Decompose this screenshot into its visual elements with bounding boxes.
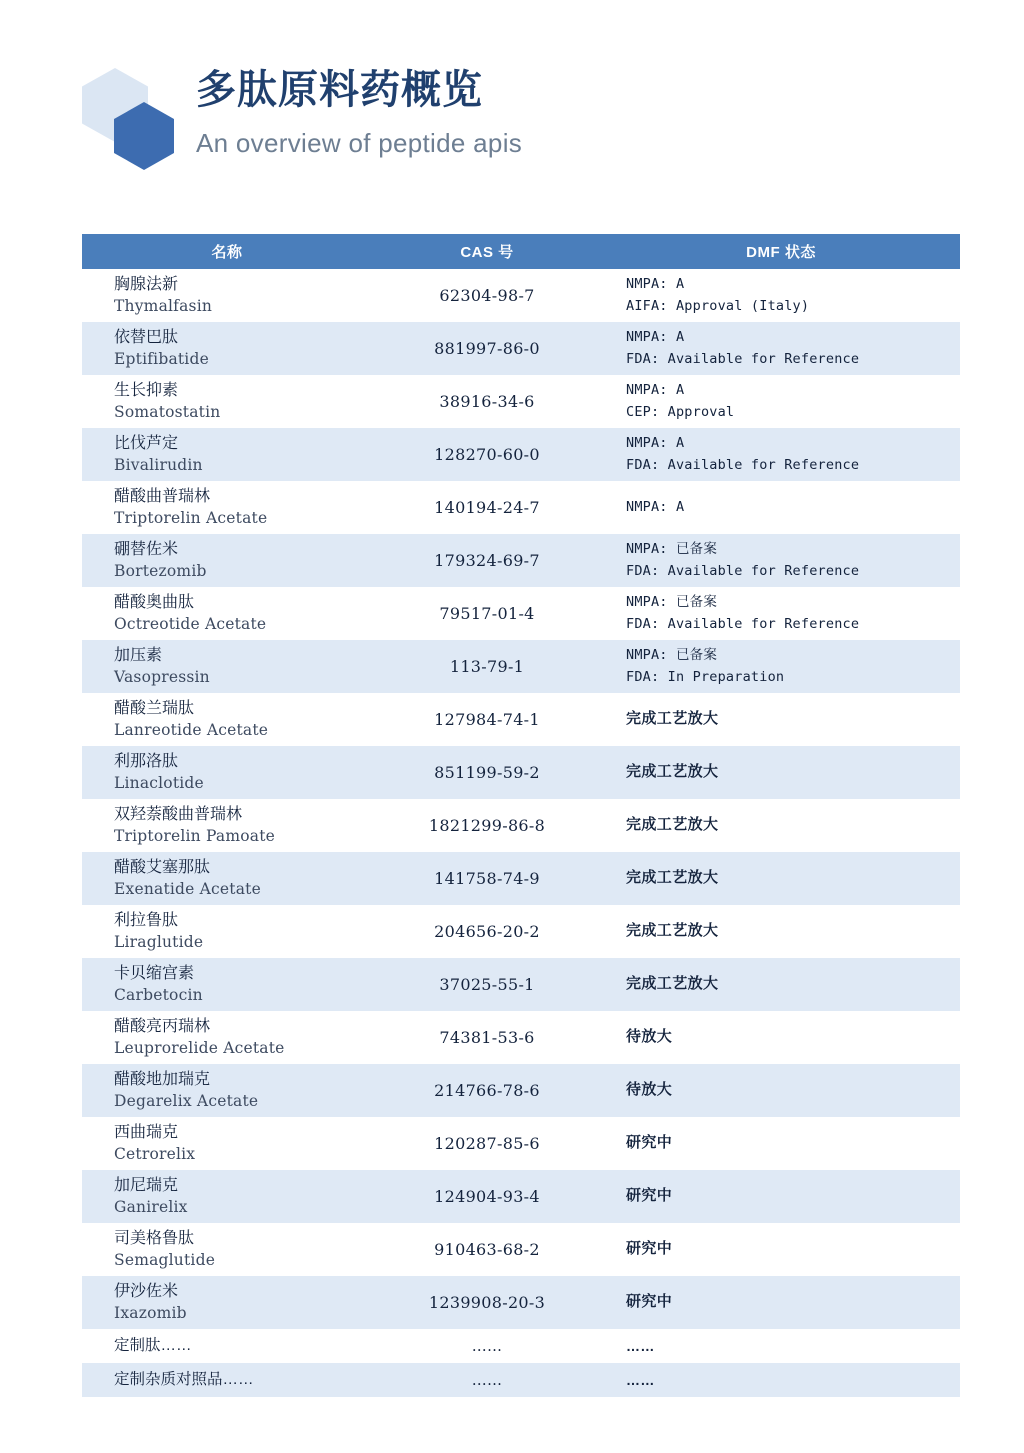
dmf-status-line: NMPA: 已备案 <box>626 593 718 610</box>
name-english: Eptifibatide <box>114 349 209 368</box>
cell-dmf-status <box>602 1170 960 1223</box>
dmf-status-line: AIFA: Approval (Italy) <box>626 297 810 314</box>
name-english: Vasopressin <box>114 667 210 686</box>
cell-cas-number: 62304-98-7 <box>439 286 535 305</box>
cell-dmf-status <box>602 269 960 322</box>
dmf-status-line: 完成工艺放大 <box>626 869 719 887</box>
name-chinese: 依替巴肽 <box>114 329 179 347</box>
cell-cas-number: 881997-86-0 <box>434 339 540 358</box>
name-english: Ixazomib <box>114 1303 187 1322</box>
dmf-status-line: NMPA: A <box>626 275 685 292</box>
cell-dmf-status <box>602 1276 960 1329</box>
table-row <box>82 587 960 640</box>
name-chinese: 西曲瑞克 <box>114 1124 179 1142</box>
table-row <box>82 852 960 905</box>
cell-cas-number: 37025-55-1 <box>439 975 535 994</box>
cell-name <box>82 1064 372 1117</box>
cell-cas-number: 128270-60-0 <box>434 445 540 464</box>
cell-dmf-status <box>602 322 960 375</box>
name-english: Exenatide Acetate <box>114 879 261 898</box>
cell-dmf-status <box>602 1363 960 1397</box>
cell-dmf-status <box>602 1223 960 1276</box>
cell-name <box>82 1276 372 1329</box>
dmf-status-line: FDA: Available for Reference <box>626 615 860 632</box>
page-subtitle: An overview of peptide apis <box>196 128 523 158</box>
table-row <box>82 375 960 428</box>
name-english: Bortezomib <box>114 561 207 580</box>
cell-name <box>82 640 372 693</box>
cell-dmf-status <box>602 481 960 534</box>
table-row <box>82 1011 960 1064</box>
dmf-status-line: CEP: Approval <box>626 403 735 420</box>
name-english: Ganirelix <box>114 1197 188 1216</box>
name-chinese: 醋酸地加瑞克 <box>114 1071 211 1089</box>
cell-cas-number: 120287-85-6 <box>434 1134 540 1153</box>
name-english: Octreotide Acetate <box>114 614 267 633</box>
column-header-name: 名称 <box>82 234 372 269</box>
table-row <box>82 534 960 587</box>
name-english: Thymalfasin <box>114 296 213 315</box>
name-chinese: 醋酸奥曲肽 <box>114 594 195 612</box>
dmf-status-line: FDA: Available for Reference <box>626 562 860 579</box>
name-english: Triptorelin Acetate <box>114 508 268 527</box>
cell-cas-number: 179324-69-7 <box>434 551 540 570</box>
cell-dmf-status <box>602 587 960 640</box>
cell-cas-number: 124904-93-4 <box>434 1187 540 1206</box>
dmf-status-line: 完成工艺放大 <box>626 763 719 781</box>
cell-cas-number: 38916-34-6 <box>439 392 535 411</box>
name-english: Degarelix Acetate <box>114 1091 259 1110</box>
cell-cas-number: 74381-53-6 <box>439 1028 535 1047</box>
dmf-status-line: FDA: In Preparation <box>626 668 785 685</box>
logo-hexagons <box>82 62 202 182</box>
cell-name <box>82 746 372 799</box>
table-row <box>82 693 960 746</box>
name-chinese: 醋酸亮丙瑞林 <box>114 1018 211 1036</box>
cell-name <box>82 428 372 481</box>
cell-name <box>82 905 372 958</box>
name-english: Semaglutide <box>114 1250 216 1269</box>
name-chinese: 定制肽…… <box>114 1336 192 1354</box>
cell-dmf-status <box>602 799 960 852</box>
cell-dmf-status <box>602 428 960 481</box>
cell-name <box>82 1363 372 1397</box>
cell-dmf-status <box>602 1011 960 1064</box>
name-english: Triptorelin Pamoate <box>114 826 276 845</box>
cell-name <box>82 534 372 587</box>
name-chinese: 卡贝缩宫素 <box>114 965 195 983</box>
name-chinese: 生长抑素 <box>114 382 179 400</box>
cell-cas-number: …… <box>471 1337 503 1355</box>
table-row <box>82 905 960 958</box>
cell-name <box>82 375 372 428</box>
table-row <box>82 799 960 852</box>
name-english: Bivalirudin <box>114 455 203 474</box>
cell-cas-number: 140194-24-7 <box>434 498 540 517</box>
table-header-row <box>82 234 960 269</box>
name-chinese: 胸腺法新 <box>114 276 179 294</box>
name-chinese: 加压素 <box>114 647 163 665</box>
cell-cas-number: 79517-01-4 <box>439 604 535 623</box>
cell-dmf-status <box>602 1329 960 1363</box>
dmf-status-line: 完成工艺放大 <box>626 922 719 940</box>
dmf-status-line: NMPA: A <box>626 498 685 515</box>
name-chinese: 利那洛肽 <box>114 753 179 771</box>
name-chinese: 司美格鲁肽 <box>114 1230 195 1248</box>
dmf-status-line: 研究中 <box>626 1187 673 1205</box>
table-head <box>82 234 960 269</box>
table-row <box>82 1276 960 1329</box>
cell-cas-number: 141758-74-9 <box>434 869 540 888</box>
name-english: Carbetocin <box>114 985 203 1004</box>
table-row <box>82 1117 960 1170</box>
name-chinese: 伊沙佐米 <box>114 1283 179 1301</box>
name-chinese: 加尼瑞克 <box>114 1177 179 1195</box>
page-header <box>0 48 1024 188</box>
dmf-status-line: NMPA: A <box>626 381 685 398</box>
cell-cas-number: 113-79-1 <box>449 657 525 676</box>
cell-name <box>82 852 372 905</box>
table-row <box>82 1223 960 1276</box>
name-chinese: 醋酸曲普瑞林 <box>114 488 211 506</box>
name-chinese: 双羟萘酸曲普瑞林 <box>114 806 243 824</box>
name-chinese: 醋酸兰瑞肽 <box>114 700 195 718</box>
title-block <box>196 66 522 159</box>
cell-dmf-status <box>602 534 960 587</box>
cell-name <box>82 693 372 746</box>
peptide-api-table <box>82 234 960 1397</box>
cell-name <box>82 269 372 322</box>
dmf-status-line: FDA: Available for Reference <box>626 456 860 473</box>
dmf-status-line: NMPA: 已备案 <box>626 540 718 557</box>
dmf-status-line: 研究中 <box>626 1240 673 1258</box>
dmf-status-line: 研究中 <box>626 1293 673 1311</box>
cell-cas-number: 851199-59-2 <box>434 763 540 782</box>
name-chinese: 比伐芦定 <box>114 435 179 453</box>
column-header-cas: CAS 号 <box>372 234 602 269</box>
name-english: Cetrorelix <box>114 1144 196 1163</box>
cell-name <box>82 587 372 640</box>
cell-name <box>82 1011 372 1064</box>
dmf-status-line: NMPA: A <box>626 434 685 451</box>
cell-cas-number: 204656-20-2 <box>434 922 540 941</box>
name-english: Leuprorelide Acetate <box>114 1038 285 1057</box>
dmf-status-line: 研究中 <box>626 1134 673 1152</box>
column-header-dmf: DMF 状态 <box>602 234 960 269</box>
table-row <box>82 322 960 375</box>
table-row <box>82 1363 960 1397</box>
cell-cas-number: 214766-78-6 <box>434 1081 540 1100</box>
cell-cas-number: 1821299-86-8 <box>428 816 546 835</box>
table-row <box>82 428 960 481</box>
table-row <box>82 1170 960 1223</box>
dmf-status-line: NMPA: 已备案 <box>626 646 718 663</box>
dmf-status-line: …… <box>626 1337 655 1354</box>
cell-name <box>82 958 372 1011</box>
dmf-status-line: 待放大 <box>626 1081 673 1099</box>
cell-cas-number: 127984-74-1 <box>434 710 540 729</box>
table-row <box>82 958 960 1011</box>
table-row <box>82 746 960 799</box>
cell-cas-number: 1239908-20-3 <box>428 1293 546 1312</box>
cell-cas-number: …… <box>471 1371 503 1389</box>
cell-name <box>82 1223 372 1276</box>
cell-name <box>82 1117 372 1170</box>
cell-dmf-status <box>602 958 960 1011</box>
dmf-status-line: 完成工艺放大 <box>626 975 719 993</box>
cell-dmf-status <box>602 852 960 905</box>
cell-name <box>82 322 372 375</box>
name-english: Somatostatin <box>114 402 221 421</box>
cell-name <box>82 799 372 852</box>
cell-dmf-status <box>602 640 960 693</box>
dmf-status-line: FDA: Available for Reference <box>626 350 860 367</box>
cell-dmf-status <box>602 746 960 799</box>
table-row <box>82 1064 960 1117</box>
name-english: Lanreotide Acetate <box>114 720 269 739</box>
cell-name <box>82 1329 372 1363</box>
table-row <box>82 269 960 322</box>
peptide-api-table-container <box>82 234 960 1397</box>
cell-dmf-status <box>602 693 960 746</box>
cell-dmf-status <box>602 905 960 958</box>
cell-name <box>82 1170 372 1223</box>
cell-dmf-status <box>602 375 960 428</box>
name-english: Linaclotide <box>114 773 204 792</box>
table-row <box>82 640 960 693</box>
dmf-status-line: NMPA: A <box>626 328 685 345</box>
dmf-status-line: 完成工艺放大 <box>626 816 719 834</box>
cell-cas-number: 910463-68-2 <box>434 1240 540 1259</box>
cell-dmf-status <box>602 1117 960 1170</box>
table-body <box>82 269 960 1397</box>
dmf-status-line: …… <box>626 1371 655 1388</box>
name-english: Liraglutide <box>114 932 204 951</box>
table-row <box>82 1329 960 1363</box>
dmf-status-line: 完成工艺放大 <box>626 710 719 728</box>
name-chinese: 定制杂质对照品…… <box>114 1370 254 1388</box>
cell-name <box>82 481 372 534</box>
page-title: 多肽原料药概览 <box>196 68 483 112</box>
name-chinese: 利拉鲁肽 <box>114 912 179 930</box>
cell-dmf-status <box>602 1064 960 1117</box>
name-chinese: 醋酸艾塞那肽 <box>114 859 211 877</box>
table-row <box>82 481 960 534</box>
dmf-status-line: 待放大 <box>626 1028 673 1046</box>
name-chinese: 硼替佐米 <box>114 541 179 559</box>
